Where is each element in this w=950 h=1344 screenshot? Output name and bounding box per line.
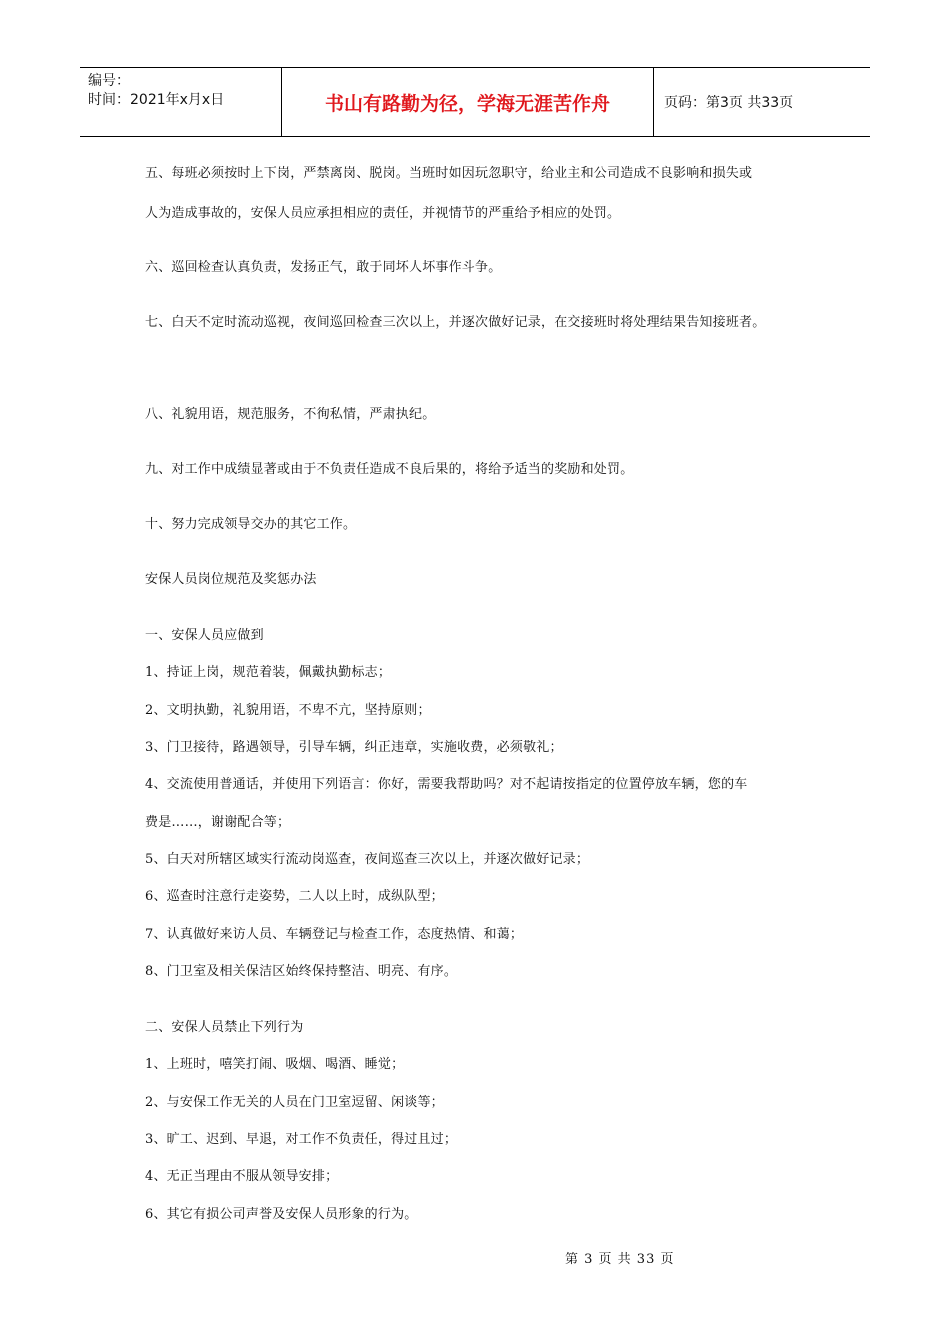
list-item: 3、旷工、迟到、早退，对工作不负责任，得过且过；	[145, 1132, 458, 1147]
time-label: 时间：2021年x月x日	[88, 92, 225, 108]
list-item: 7、认真做好来访人员、车辆登记与检查工作，态度热情、和蔼；	[145, 927, 524, 942]
list-item: 5、白天对所辖区域实行流动岗巡查，夜间巡查三次以上，并逐次做好记录；	[145, 852, 590, 867]
paragraph-line: 九、对工作中成绩显著或由于不负责任造成不良后果的，将给予适当的奖励和处罚。	[145, 462, 634, 477]
list-item: 2、文明执勤，礼貌用语，不卑不亢，坚持原则；	[145, 703, 431, 718]
list-item: 8、门卫室及相关保洁区始终保持整洁、明亮、有序。	[145, 964, 458, 979]
list-item: 3、门卫接待，路遇领导，引导车辆，纠正违章，实施收费，必须敬礼；	[145, 740, 563, 755]
list-item: 6、巡查时注意行走姿势，二人以上时，成纵队型；	[145, 889, 444, 904]
paragraph-line: 五、每班必须按时上下岗，严禁离岗、脱岗。当班时如因玩忽职守，给业主和公司造成不良影响和损失或	[145, 166, 753, 181]
paragraph-line: 人为造成事故的，安保人员应承担相应的责任，并视情节的严重给予相应的处罚。	[145, 206, 621, 221]
page-header	[80, 67, 870, 137]
paragraph-line: 六、巡回检查认真负责，发扬正气，敢于同坏人坏事作斗争。	[145, 260, 502, 275]
paragraph-line: 八、礼貌用语，规范服务，不徇私情，严肃执纪。	[145, 407, 436, 422]
list-item: 6、其它有损公司声誉及安保人员形象的行为。	[145, 1207, 418, 1222]
section-heading: 一、安保人员应做到	[145, 628, 264, 643]
list-item: 1、上班时，嘻笑打闹、吸烟、喝酒、睡觉；	[145, 1057, 405, 1072]
page-label: 页码：第3页 共33页	[664, 95, 794, 111]
number-label: 编号：	[88, 73, 130, 89]
list-item: 4、无正当理由不服从领导安排；	[145, 1169, 339, 1184]
motto-text: 书山有路勤为径，学海无涯苦作舟	[324, 92, 610, 115]
list-item: 1、持证上岗，规范着装，佩戴执勤标志；	[145, 665, 392, 680]
paragraph-line: 七、白天不定时流动巡视，夜间巡回检查三次以上，并逐次做好记录，在交接班时将处理结果告知接班者。	[145, 315, 766, 330]
section-title: 安保人员岗位规范及奖惩办法	[145, 572, 317, 587]
header-info-cell	[80, 68, 282, 136]
list-item: 2、与安保工作无关的人员在门卫室逗留、闲谈等；	[145, 1095, 444, 1110]
paragraph-line: 十、努力完成领导交办的其它工作。	[145, 517, 357, 532]
page-footer: 第 3 页 共 33 页	[565, 1252, 675, 1267]
list-item: 费是……，谢谢配合等；	[145, 815, 291, 830]
list-item: 4、交流使用普通话，并使用下列语言：你好，需要我帮助吗？对不起请按指定的位置停放车辆，您的车	[145, 777, 748, 792]
header-page-cell	[654, 68, 870, 136]
section-heading: 二、安保人员禁止下列行为	[145, 1020, 304, 1035]
header-motto-cell	[282, 68, 654, 136]
